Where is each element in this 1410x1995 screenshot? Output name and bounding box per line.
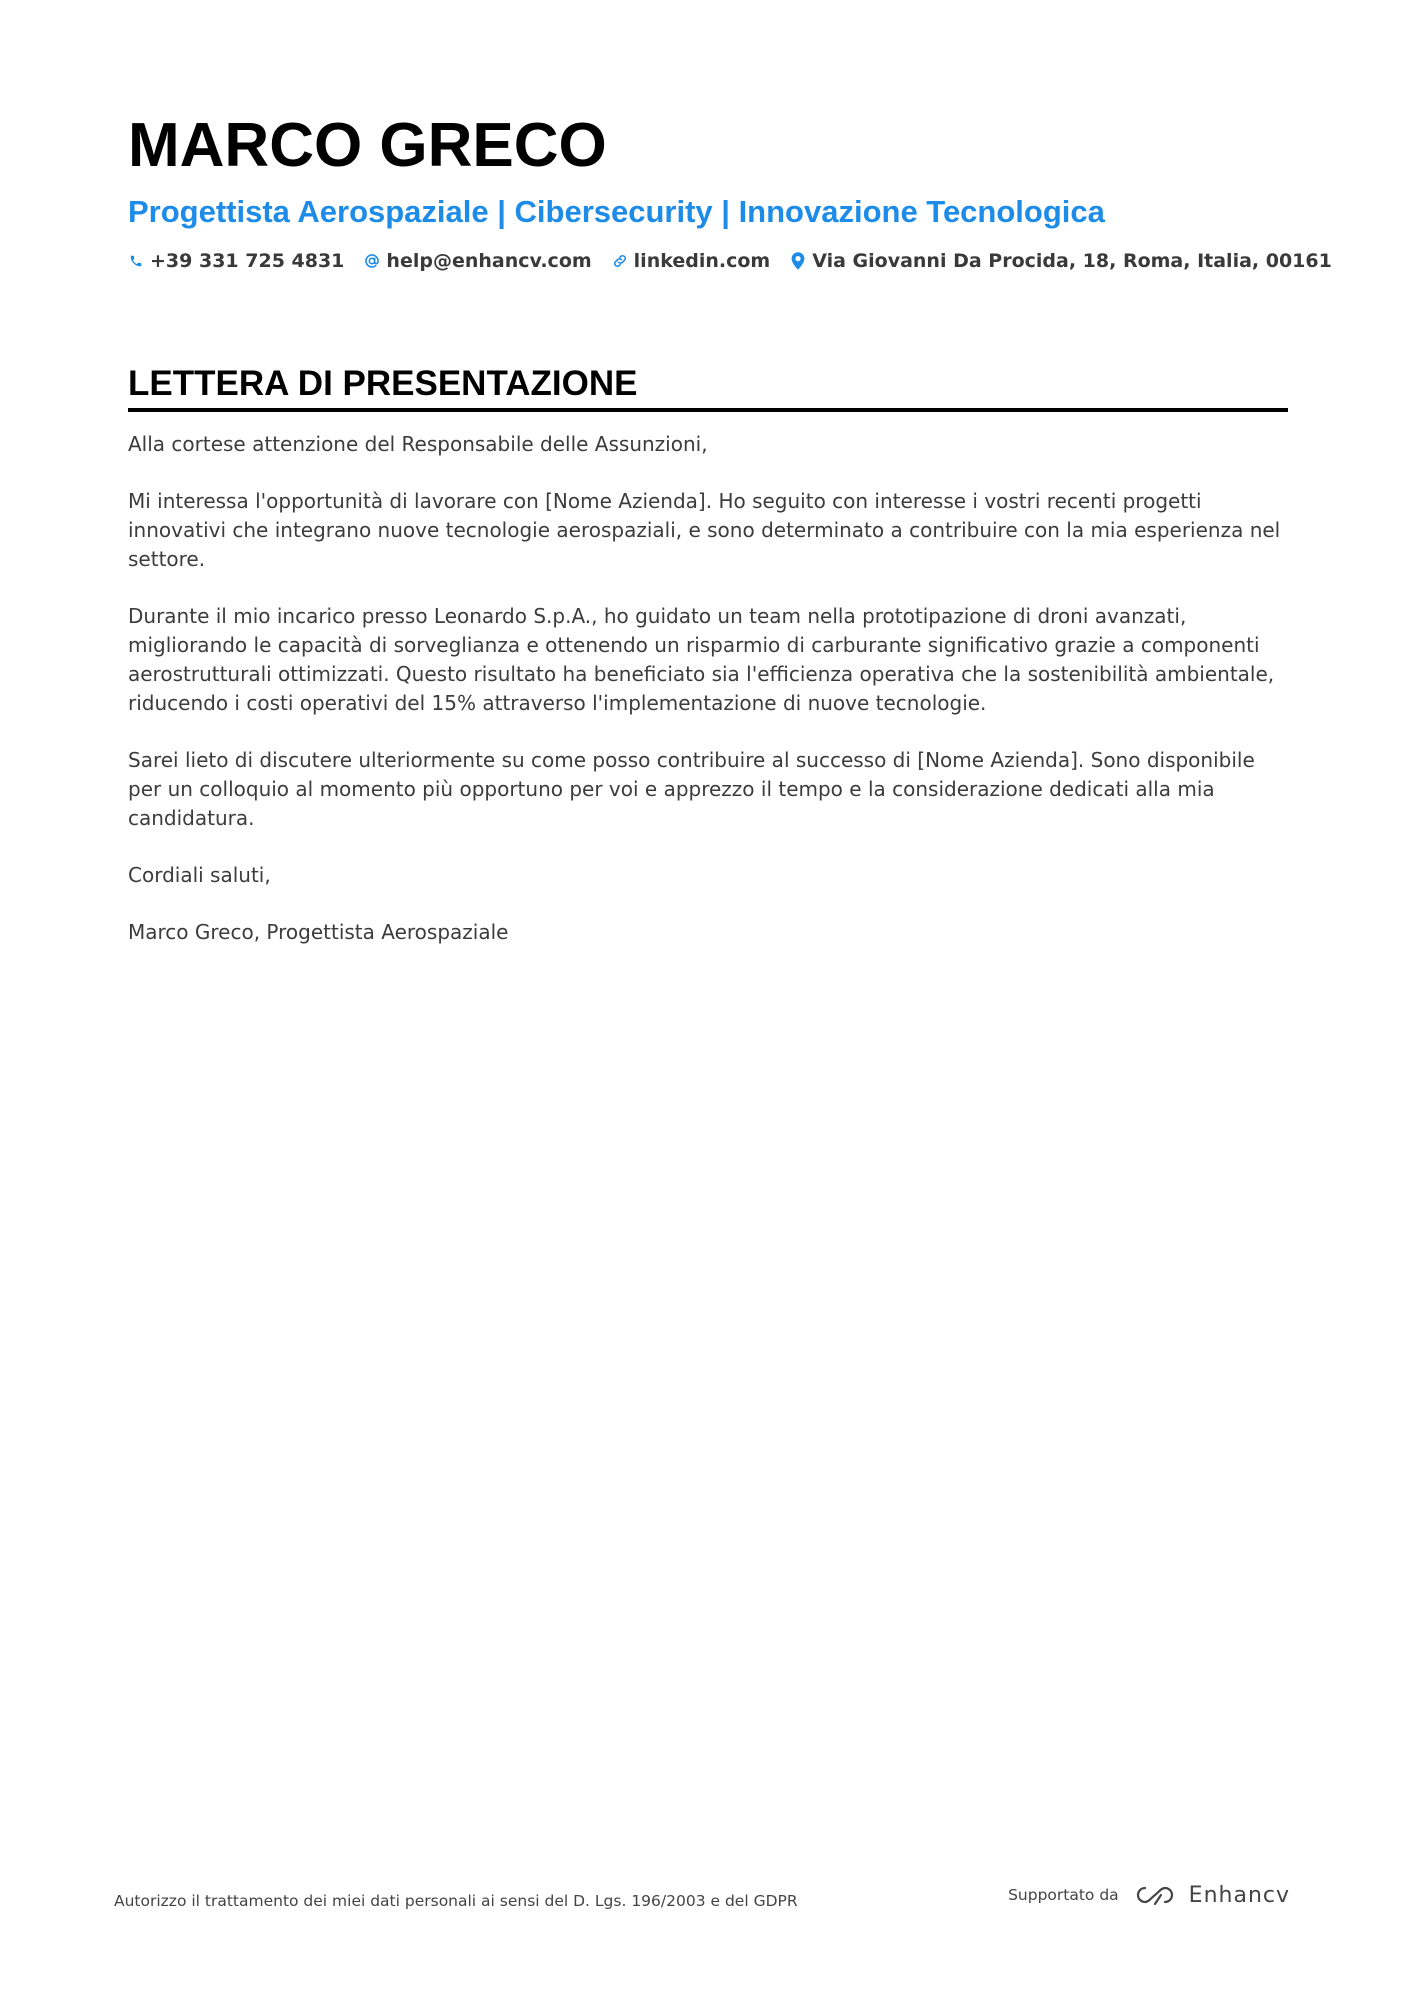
letter-salutation: Alla cortese attenzione del Responsabile delle Assunzioni, (128, 432, 708, 456)
link-icon (612, 252, 628, 270)
letter-signature: Marco Greco, Progettista Aerospaziale (128, 920, 509, 944)
at-icon (364, 252, 380, 270)
privacy-consent: Autorizzo il trattamento dei miei dati personali ai sensi del D. Lgs. 196/2003 e del GDPR (114, 1892, 798, 1910)
enhancv-brand[interactable]: Enhancv (1188, 1882, 1290, 1908)
letter-body (128, 430, 1288, 947)
letter-paragraph-experience: Durante il mio incarico presso Leonardo S.p.A., ho guidato un team nella prototipazione di droni avanzati, migliorando le capacità di sorveglianza e ottenendo un risparmio di carburante significativo grazie a componenti aerostrutturali ottimizzati. Questo risultato ha beneficiato sia l'efficienza operativa che la sostenibilità ambientale, riducendo i costi operativi del 15% attraverso l'implementazione di nuove tecnologie. (128, 604, 1275, 715)
powered-by-label: Supportato da (1008, 1886, 1119, 1904)
phone-icon (128, 252, 144, 270)
header (128, 108, 1332, 272)
powered-by (1008, 1880, 1290, 1910)
section-title: LETTERA DI PRESENTAZIONE (128, 362, 1288, 412)
cover-letter-section (128, 362, 1288, 975)
letter-paragraph-closing: Sarei lieto di discutere ulteriormente su come posso contribuire al successo di [Nome Azienda]. Sono disponibile per un colloquio al momento più opportuno per voi e apprezzo il tempo e la considerazione dedicati alla mia candidatura. (128, 748, 1255, 830)
contact-list (128, 250, 1332, 272)
candidate-name: MARCO GRECO (128, 111, 607, 180)
contact-address (790, 250, 1332, 272)
location-pin-icon (790, 252, 806, 270)
contact-linkedin (612, 250, 771, 272)
contact-phone-text[interactable]: +39 331 725 4831 (150, 250, 345, 272)
enhancv-logo-icon (1131, 1880, 1179, 1910)
contact-email (364, 250, 591, 272)
contact-email-text[interactable]: help@enhancv.com (386, 250, 592, 272)
letter-paragraph-intro: Mi interessa l'opportunità di lavorare con [Nome Azienda]. Ho seguito con interesse i vostri recenti progetti innovativi che integrano nuove tecnologie aerospaziali, e sono determinato a contribuire con la mia esperienza nel settore. (128, 489, 1281, 571)
contact-linkedin-text[interactable]: linkedin.com (633, 250, 771, 272)
contact-phone (128, 250, 344, 272)
contact-address-text: Via Giovanni Da Procida, 18, Roma, Italia, 00161 (812, 250, 1332, 272)
letter-signoff: Cordiali saluti, (128, 863, 271, 887)
candidate-headline: Progettista Aerospaziale | Cibersecurity | Innovazione Tecnologica (128, 194, 1105, 229)
